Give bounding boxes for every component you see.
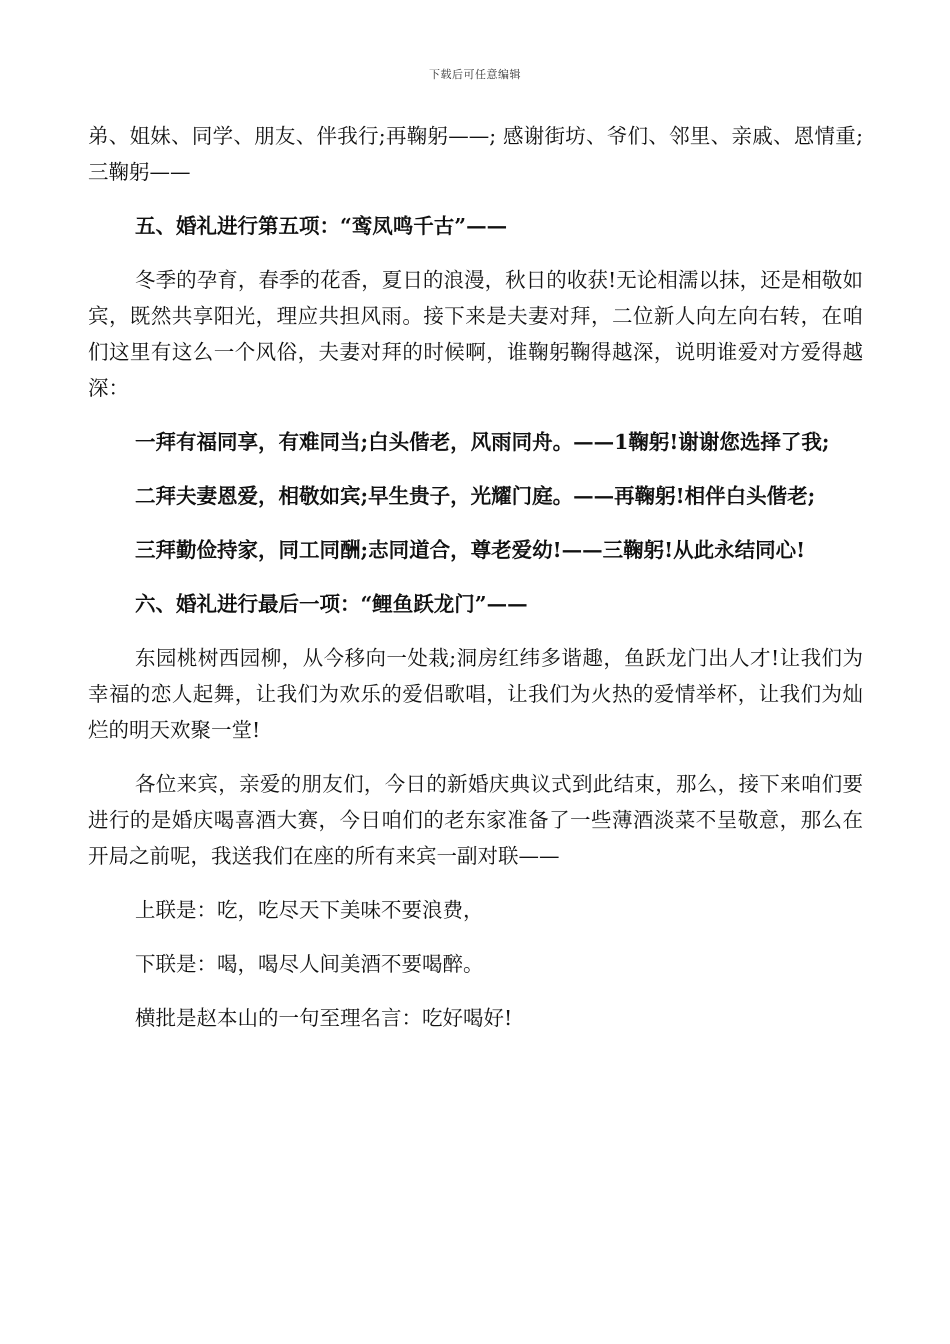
section-heading-six: 六、婚礼进行最后一项：“鲤鱼跃龙门”—— (135, 592, 528, 616)
couplet-second-line: 下联是：喝，喝尽人间美酒不要喝醉。 (135, 952, 484, 976)
paragraph-blessing: 东园桃树西园柳，从今移向一处栽;洞房红纬多谐趣，鱼跃龙门出人才!让我们为幸福的恋人起舞，让我们为欢乐的爱侣歌唱，让我们为火热的爱情举杯，让我们为灿烂的明天欢聚一堂! (88, 646, 863, 742)
couplet-first-line: 上联是：吃，吃尽天下美味不要浪费， (135, 898, 484, 922)
paragraph-second-bow: 二拜夫妻恩爱，相敬如宾;早生贵子，光耀门庭。——再鞠躬!相伴白头偕老; (135, 484, 816, 508)
paragraph-continuation: 弟、姐妹、同学、朋友、伴我行;再鞠躬——; 感谢街坊、爷们、邻里、亲戚、恩情重;三鞠躬—— (88, 124, 863, 184)
paragraph-first-bow: 一拜有福同享，有难同当;白头偕老，风雨同舟。——1鞠躬!谢谢您选择了我; (135, 430, 830, 454)
paragraph-closing-remarks: 各位来宾，亲爱的朋友们，今日的新婚庆典议式到此结束，那么，接下来咱们要进行的是婚庆喝喜酒大赛，今日咱们的老东家准备了一些薄酒淡菜不呈敬意，那么在开局之前呢，我送我们在座的所有来宾一副对联—— (88, 772, 863, 868)
page-header: 下载后可任意编辑 (429, 68, 521, 81)
document-body (88, 118, 863, 1054)
section-heading-five: 五、婚礼进行第五项：“鸾凤鸣千古”—— (135, 214, 508, 238)
paragraph-couple-bow-intro: 冬季的孕育，春季的花香，夏日的浪漫，秋日的收获!无论相濡以抹，还是相敬如宾，既然共享阳光，理应共担风雨。接下来是夫妻对拜，二位新人向左向右转，在咱们这里有这么一个风俗，夫妻对拜的时候啊，谁鞠躬鞠得越深，说明谁爱对方爱得越深： (88, 268, 863, 400)
couplet-horizontal-scroll: 横批是赵本山的一句至理名言：吃好喝好! (135, 1006, 513, 1030)
paragraph-third-bow: 三拜勤俭持家，同工同酬;志同道合，尊老爱幼!——三鞠躬!从此永结同心! (135, 538, 806, 562)
